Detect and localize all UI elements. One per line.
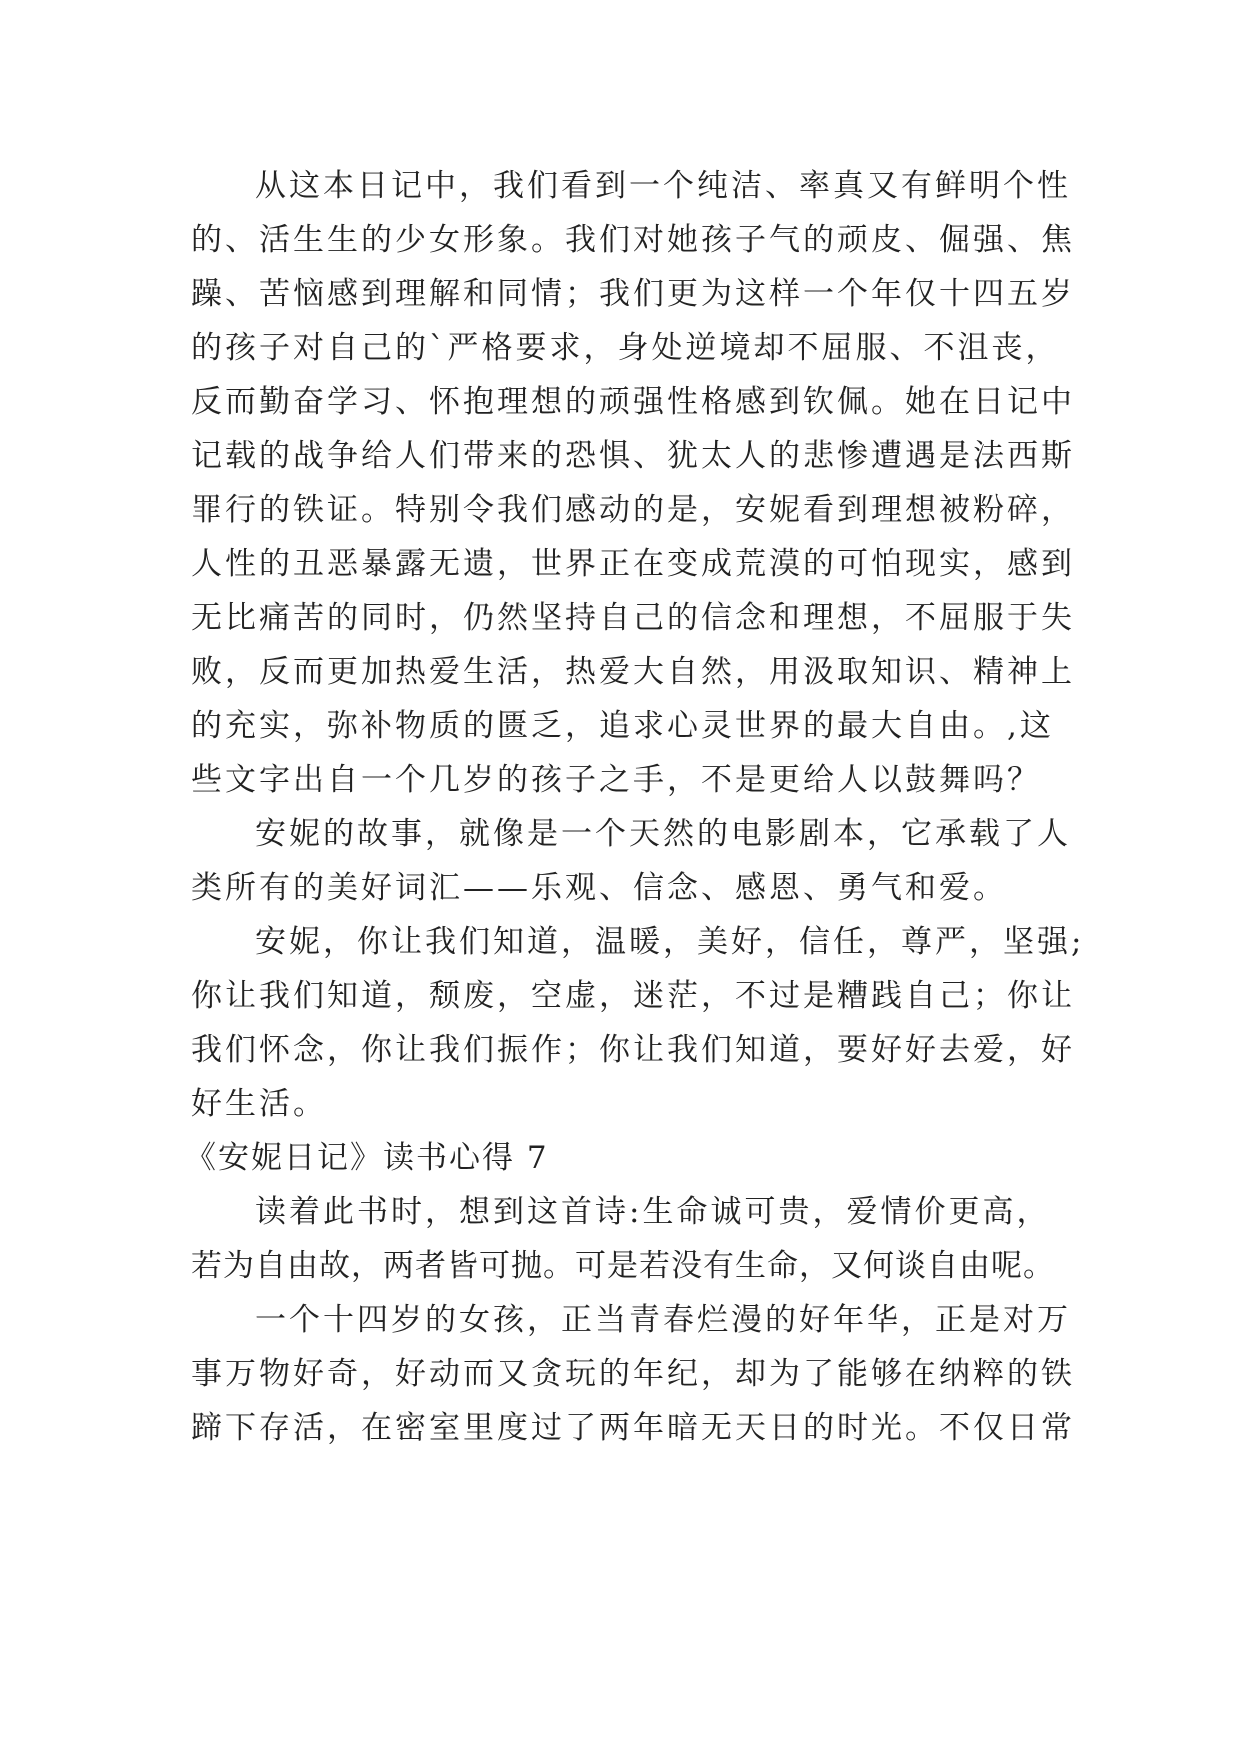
- paragraph-3-line-2: 你让我们知道，颓废，空虚，迷茫，不过是糟践自己；你让: [191, 978, 1075, 1014]
- paragraph-4-line-2: 若为自由故，两者皆可抛。可是若没有生命，又何谈自由呢。: [191, 1248, 1055, 1284]
- paragraph-3-line-3: 我们怀念，你让我们振作；你让我们知道，要好好去爱，好: [191, 1032, 1075, 1068]
- paragraph-4-line-1: 读着此书时，想到这首诗:生命诚可贵，爱情价更高，: [255, 1194, 1051, 1230]
- paragraph-5-line-1: 一个十四岁的女孩，正当青春烂漫的好年华，正是对万: [255, 1302, 1071, 1338]
- paragraph-1-line-2: 的、活生生的少女形象。我们对她孩子气的顽皮、倔强、焦: [191, 222, 1075, 258]
- paragraph-5-line-2: 事万物好奇，好动而又贪玩的年纪，却为了能够在纳粹的铁: [191, 1356, 1075, 1392]
- paragraph-1-line-6: 记载的战争给人们带来的恐惧、犹太人的悲惨遭遇是法西斯: [191, 438, 1075, 474]
- paragraph-1-line-4: 的孩子对自己的`严格要求，身处逆境却不屈服、不沮丧，: [191, 330, 1060, 366]
- paragraph-1-line-1: 从这本日记中，我们看到一个纯洁、率真又有鲜明个性: [255, 168, 1071, 204]
- paragraph-1-line-9: 无比痛苦的同时，仍然坚持自己的信念和理想，不屈服于失: [191, 600, 1075, 636]
- paragraph-1-line-5: 反而勤奋学习、怀抱理想的顽强性格感到钦佩。她在日记中: [191, 384, 1075, 420]
- section-heading: 《安妮日记》读书心得 7: [185, 1140, 549, 1176]
- paragraph-3-line-4: 好生活。: [191, 1086, 327, 1122]
- paragraph-3-line-1: 安妮，你让我们知道，温暖，美好，信任，尊严，坚强;: [255, 924, 1085, 960]
- paragraph-1-line-11: 的充实，弥补物质的匮乏，追求心灵世界的最大自由。,这: [191, 708, 1054, 744]
- paragraph-1-line-7: 罪行的铁证。特别令我们感动的是，安妮看到理想被粉碎，: [191, 492, 1075, 528]
- paragraph-2-line-1: 安妮的故事，就像是一个天然的电影剧本，它承载了人: [255, 816, 1071, 852]
- paragraph-5-line-3: 蹄下存活，在密室里度过了两年暗无天日的时光。不仅日常: [191, 1410, 1075, 1446]
- paragraph-1-line-8: 人性的丑恶暴露无遗，世界正在变成荒漠的可怕现实，感到: [191, 546, 1075, 582]
- paragraph-1-line-12: 些文字出自一个几岁的孩子之手，不是更给人以鼓舞吗？: [191, 762, 1041, 798]
- paragraph-2-line-2: 类所有的美好词汇——乐观、信念、感恩、勇气和爱。: [191, 870, 1007, 906]
- paragraph-1-line-3: 躁、苦恼感到理解和同情；我们更为这样一个年仅十四五岁: [191, 276, 1075, 312]
- paragraph-1-line-10: 败，反而更加热爱生活，热爱大自然，用汲取知识、精神上: [191, 654, 1075, 690]
